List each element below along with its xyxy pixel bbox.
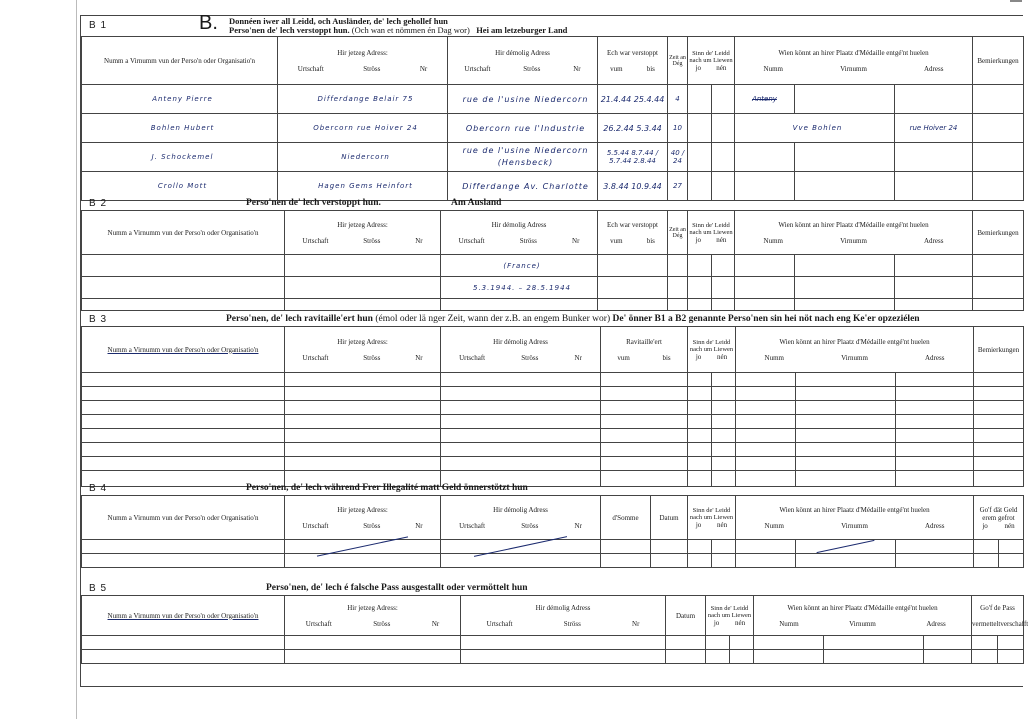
b4-current-address-header [285, 496, 441, 540]
section-b1-code: B 1 [89, 20, 108, 31]
b5-vermettelt-label: vermettelt [972, 619, 1001, 628]
section-b4-table [81, 495, 1024, 568]
b2-jo-label: jo [695, 235, 702, 244]
b5-stross-label: Ströss [373, 619, 391, 628]
section-b3-title [226, 314, 920, 324]
b1-numm-label: Numm [763, 64, 783, 73]
b4-gefrot-label: Go'f dät Geld erem gefrot [979, 505, 1018, 522]
b1-row4-medal-name [735, 172, 795, 201]
b5-nen-label: nén [735, 618, 746, 627]
section-b5-code: B 5 [89, 583, 108, 594]
b1-row3-medal-first [795, 143, 895, 172]
b1-row3-days: 40 / 24 [668, 143, 688, 172]
b1-row3-former: rue de l'usine Niedercorn (Hensbeck) [448, 143, 598, 172]
table-row [82, 143, 1024, 172]
section-b3-code: B 3 [89, 314, 108, 325]
b3-bis-label: bis [662, 353, 671, 362]
b1-time-header: Zeit an Dég [668, 37, 688, 85]
b1-row1-medal-name: Anteny [735, 85, 795, 114]
b3-title-condition: De' önner B1 a B2 genannte Perso'nen sin hei nöt nach eng Ke'er opzeziélen [612, 314, 920, 324]
b3-nr-label-2: Nr [574, 353, 582, 362]
b4-virnumm-label: Virnumm [841, 521, 868, 530]
b3-title-note: (émol oder lä nger Zeit, wann der z.B. an engem Bunker wor) [375, 314, 611, 324]
b5-former-address-header [461, 596, 666, 636]
b1-alive-header [688, 37, 735, 85]
b1-hidden-header [598, 37, 668, 85]
b4-name-header: Numm a Virnumm vun der Perso'n oder Organisatio'n [82, 496, 285, 540]
b1-row1-nen [712, 85, 735, 114]
b4-stross-label: Ströss [363, 521, 381, 530]
b1-row3-jo [688, 143, 712, 172]
b4-adress-label: Adress [925, 521, 945, 530]
b5-alive-header [706, 596, 754, 636]
section-b3-table [81, 326, 1024, 487]
form-sheet [80, 12, 1028, 687]
b5-datum-header: Datum [666, 596, 706, 636]
b1-current-address-header [278, 37, 448, 85]
b3-vum-label: vum [617, 353, 630, 362]
b4-medal-header [736, 496, 974, 540]
b1-jo-label: jo [695, 63, 702, 72]
b3-adress-label: Adress [925, 353, 945, 362]
b1-row1-current: Differdange Belair 75 [278, 85, 448, 114]
b2-alive-label: Sinn de' Leidd nach um Liewen [689, 221, 733, 236]
b2-nr-label-2: Nr [572, 236, 580, 245]
b5-jo-label: jo [713, 618, 720, 627]
b3-jo-label: jo [695, 352, 702, 361]
b4-former-address-header [441, 496, 601, 540]
b4-ortschaft-label: Urtschaft [302, 521, 329, 530]
b1-ortschaft-label-2: Urtschaft [464, 64, 491, 73]
b1-row4-dates: 3.8.44 10.9.44 [598, 172, 668, 201]
b1-row3-current: Niedercorn [278, 143, 448, 172]
b4-alive-header [688, 496, 736, 540]
b1-row3-medal-addr [895, 143, 973, 172]
b1-nr-label-2: Nr [573, 64, 581, 73]
b5-former-address-label: Hir démolig Adress [535, 603, 591, 612]
b1-row3-dates: 5.5.44 8.7.44 / 5.7.44 2.8.44 [598, 143, 668, 172]
b4-gefrot-jo-label: jo [982, 521, 988, 530]
b1-row1-medal-first [795, 85, 895, 114]
b1-row4-days: 27 [668, 172, 688, 201]
b2-hidden-header [598, 211, 668, 255]
b1-row1-name: Anteny Pierre [82, 85, 278, 114]
section-b5-title: Perso'nen, de' lech é falsche Pass ausgestallt oder vermöttelt hun [266, 583, 528, 593]
b1-remarks-header: Bemierkungen [973, 37, 1024, 85]
b1-name-header: Numm a Virnumm vun der Perso'n oder Organisatio'n [82, 37, 278, 85]
b1-row4-name: Crollo Mott [82, 172, 278, 201]
page-edge [76, 0, 77, 719]
section-b4-code: B 4 [89, 483, 108, 494]
b2-numm-label: Numm [763, 236, 783, 245]
b2-remarks-header: Bemierkungen [973, 211, 1024, 255]
b2-alive-header [688, 211, 735, 255]
b1-nr-label: Nr [419, 64, 428, 73]
b3-medal-label: Wien könnt an hirer Plaatz d'Médaille entgé'nt huelen [779, 337, 930, 346]
b1-row2-medal-addr: rue Hoiver 24 [895, 114, 973, 143]
b5-stross-label-2: Ströss [563, 619, 581, 628]
section-b-letter: B. [199, 12, 218, 34]
section-b2-title-b: Am Ausland [451, 198, 502, 208]
b4-current-address-label: Hir jetzeg Adress: [337, 505, 388, 514]
b3-current-address-label: Hir jetzeg Adress: [337, 337, 388, 346]
b4-gefrot-header [974, 496, 1024, 540]
b5-virnumm-label: Virnumm [849, 619, 876, 628]
b3-virnumm-label: Virnumm [841, 353, 868, 362]
b1-title-line2a: Perso'nen de' lech verstoppt hun. [229, 25, 350, 35]
b3-alive-header [688, 327, 736, 373]
b2-former-address-header [441, 211, 598, 255]
b1-row4-medal-first [795, 172, 895, 201]
b1-row1-jo [688, 85, 712, 114]
b1-title-line1: Donnéen iwer all Leidd, och Ausländer, de' lech gehollef hun [229, 16, 448, 26]
b5-verschafft-label: verschafft [1000, 619, 1028, 628]
b1-former-address-label: Hir démolig Adress [495, 48, 550, 57]
b1-row4-current: Hagen Gems Heinfort [278, 172, 448, 201]
b1-adress-label: Adress [924, 64, 944, 73]
b4-nr-label: Nr [415, 521, 423, 530]
b1-row2-former: Obercorn rue l'Industrie [448, 114, 598, 143]
b1-row2-dates: 26.2.44 5.3.44 [598, 114, 668, 143]
b2-stross-label: Ströss [363, 236, 381, 245]
b1-title-line2b: (Och wan et nömmen én Dag wor) [351, 25, 470, 35]
b5-name-label: Numm a Virnumm vun der Perso'n oder Organisatio'n [107, 611, 259, 620]
page-corner-mark [1010, 0, 1022, 2]
b2-time-header: Zeit an Dég [668, 211, 688, 255]
b3-medal-header [736, 327, 974, 373]
b2-hidden-label: Ech war verstoppt [607, 220, 658, 229]
section-b5-table [81, 595, 1028, 664]
b2-medal-header [735, 211, 973, 255]
b3-ravitaille-label: Ravitaille'ert [626, 337, 662, 346]
b2-stross-label-2: Ströss [519, 236, 537, 245]
b1-row2-jo [688, 114, 712, 143]
b2-row2-former: 5.3.1944. – 28.5.1944 [441, 277, 598, 299]
b5-current-address-label: Hir jetzeg Adress: [347, 603, 398, 612]
b3-numm-label: Numm [764, 353, 784, 362]
b1-row4-medal-addr [895, 172, 973, 201]
section-b4-title: Perso'nen, de' lech während Frer Illegalité matt Geld önnerstötzt hun [246, 483, 528, 493]
b4-gefrot-nen-label: nén [1004, 521, 1015, 530]
b1-row4-nen [712, 172, 735, 201]
b1-row1-remarks [973, 85, 1024, 114]
b1-bis-label: bis [646, 64, 655, 73]
b3-stross-label: Ströss [363, 353, 381, 362]
b1-row3-remarks [973, 143, 1024, 172]
table-row [82, 172, 1024, 201]
section-b1-header [81, 12, 1023, 37]
section-b2-title: Perso'nen de' lech verstoppt hun. [246, 198, 381, 208]
b1-header-row [82, 37, 1024, 85]
b2-former-address-label: Hir démolig Adress [491, 220, 547, 229]
b1-row2-nen [712, 114, 735, 143]
table-row [82, 114, 1024, 143]
b1-row2-name: Bohlen Hubert [82, 114, 278, 143]
b1-row2-days: 10 [668, 114, 688, 143]
b2-name-header: Numm a Virnumm vun der Perso'n oder Organisatio'n [82, 211, 285, 255]
b1-row4-former: Differdange Av. Charlotte [448, 172, 598, 201]
b3-ortschaft-label: Urtschaft [302, 353, 329, 362]
b2-adress-label: Adress [924, 236, 944, 245]
b3-current-address-header [285, 327, 441, 373]
b5-ortschaft-label: Urtschaft [305, 619, 332, 628]
b5-name-header [82, 596, 285, 636]
b4-numm-label: Numm [764, 521, 784, 530]
b1-stross-label: Ströss [363, 64, 381, 73]
b1-row3-nen [712, 143, 735, 172]
b3-nen-label: nén [717, 352, 728, 361]
table-row [82, 277, 1024, 299]
b2-header-row [82, 211, 1024, 255]
b5-medal-label: Wien könnt an hirer Plaatz d'Médaille entgé'nt huelen [787, 603, 938, 612]
b1-row4-jo [688, 172, 712, 201]
b1-row3-medal-name [735, 143, 795, 172]
section-b1-title [229, 17, 567, 35]
b1-title-line2c: Hei am letzeburger Land [476, 25, 568, 35]
b4-datum-header: Datum [651, 496, 688, 540]
section-b1-table [81, 36, 1024, 201]
strike-dash [816, 540, 874, 553]
b5-pass-header [972, 596, 1028, 636]
b5-nr-label-2: Nr [632, 619, 640, 628]
b1-row2-medal-name: Vve Bohlen [735, 114, 895, 143]
b1-row1-days: 4 [668, 85, 688, 114]
b5-nr-label: Nr [431, 619, 440, 628]
b5-alive-label: Sinn de' Leidd nach um Liewen [707, 604, 752, 619]
table-row [82, 85, 1024, 114]
b2-virnumm-label: Virnumm [840, 236, 867, 245]
b2-ortschaft-label: Urtschaft [302, 236, 329, 245]
b4-nr-label-2: Nr [574, 521, 582, 530]
b1-row2-remarks [973, 114, 1024, 143]
b3-ortschaft-label-2: Urtschaft [459, 353, 486, 362]
b1-virnumm-label: Virnumm [840, 64, 867, 73]
b4-header-row [82, 496, 1024, 540]
b2-ortschaft-label-2: Urtschaft [458, 236, 485, 245]
b2-row1-former: (France) [441, 255, 598, 277]
table-row [82, 255, 1024, 277]
b1-row3-name: J. Schockemel [82, 143, 278, 172]
table-row [82, 299, 1024, 311]
b1-hidden-label: Ech war verstoppt [607, 48, 658, 57]
b1-nen-label: nén [716, 63, 727, 72]
b4-medal-label: Wien könnt an hirer Plaatz d'Médaille entgé'nt huelen [779, 505, 930, 514]
b2-current-address-header [285, 211, 441, 255]
b5-medal-header [754, 596, 972, 636]
b3-header-row [82, 327, 1024, 373]
b1-vum-label: vum [610, 64, 623, 73]
b5-header-row [82, 596, 1024, 636]
b1-medal-label: Wien könnt an hirer Plaatz d'Médaille entgé'nt huelen [778, 48, 929, 57]
b3-remarks-header: Bemierkungen [974, 327, 1024, 373]
b4-somme-header: d'Somme [601, 496, 651, 540]
b3-nr-label: Nr [415, 353, 423, 362]
b1-row2-current: Obercorn rue Hoiver 24 [278, 114, 448, 143]
section-b2-code: B 2 [89, 198, 108, 209]
b2-current-address-label: Hir jetzeg Adress: [337, 220, 388, 229]
b3-former-address-label: Hir démolig Adress [493, 337, 548, 346]
b3-alive-label: Sinn de' Leidd nach um Liewen [689, 338, 734, 353]
b5-current-address-header [285, 596, 461, 636]
b2-vum-label: vum [610, 236, 623, 245]
b4-former-address-label: Hir démolig Adress [493, 505, 548, 514]
b1-ortschaft-label: Urtschaft [297, 64, 324, 73]
section-b2-table [81, 210, 1024, 311]
b5-numm-label: Numm [779, 619, 799, 628]
b4-alive-label: Sinn de' Leidd nach um Liewen [689, 506, 734, 521]
b3-former-address-header [441, 327, 601, 373]
b3-stross-label-2: Ströss [521, 353, 539, 362]
b2-medal-label: Wien könnt an hirer Plaatz d'Médaille entgé'nt huelen [778, 220, 929, 229]
b5-pass-label: Go'f de Pass [980, 603, 1015, 612]
b1-alive-label: Sinn de' Leidd nach um Liewen [689, 49, 733, 64]
b1-medal-header [735, 37, 973, 85]
b1-row1-medal-addr [895, 85, 973, 114]
b3-name-label: Numm a Virnumm vun der Perso'n oder Organisatio'n [107, 345, 259, 354]
b4-nen-label: nén [717, 520, 728, 529]
b3-name-header [82, 327, 285, 373]
b5-ortschaft-label-2: Urtschaft [486, 619, 513, 628]
b1-stross-label-2: Ströss [523, 64, 541, 73]
b2-nen-label: nén [716, 235, 727, 244]
b4-stross-label-2: Ströss [521, 521, 539, 530]
b3-title-main: Perso'nen, de' lech ravitaille'ert hun [226, 314, 373, 324]
b2-nr-label: Nr [415, 236, 423, 245]
b3-ravitaille-header [601, 327, 688, 373]
b4-jo-label: jo [695, 520, 702, 529]
b1-row1-former: rue de l'usine Niedercorn [448, 85, 598, 114]
b1-current-address-label: Hir jetzeg Adress: [337, 48, 388, 57]
b2-bis-label: bis [646, 236, 655, 245]
b4-ortschaft-label-2: Urtschaft [459, 521, 486, 530]
b1-row4-remarks [973, 172, 1024, 201]
b1-former-address-header [448, 37, 598, 85]
b5-adress-label: Adress [926, 619, 946, 628]
b1-row1-dates: 21.4.44 25.4.44 [598, 85, 668, 114]
